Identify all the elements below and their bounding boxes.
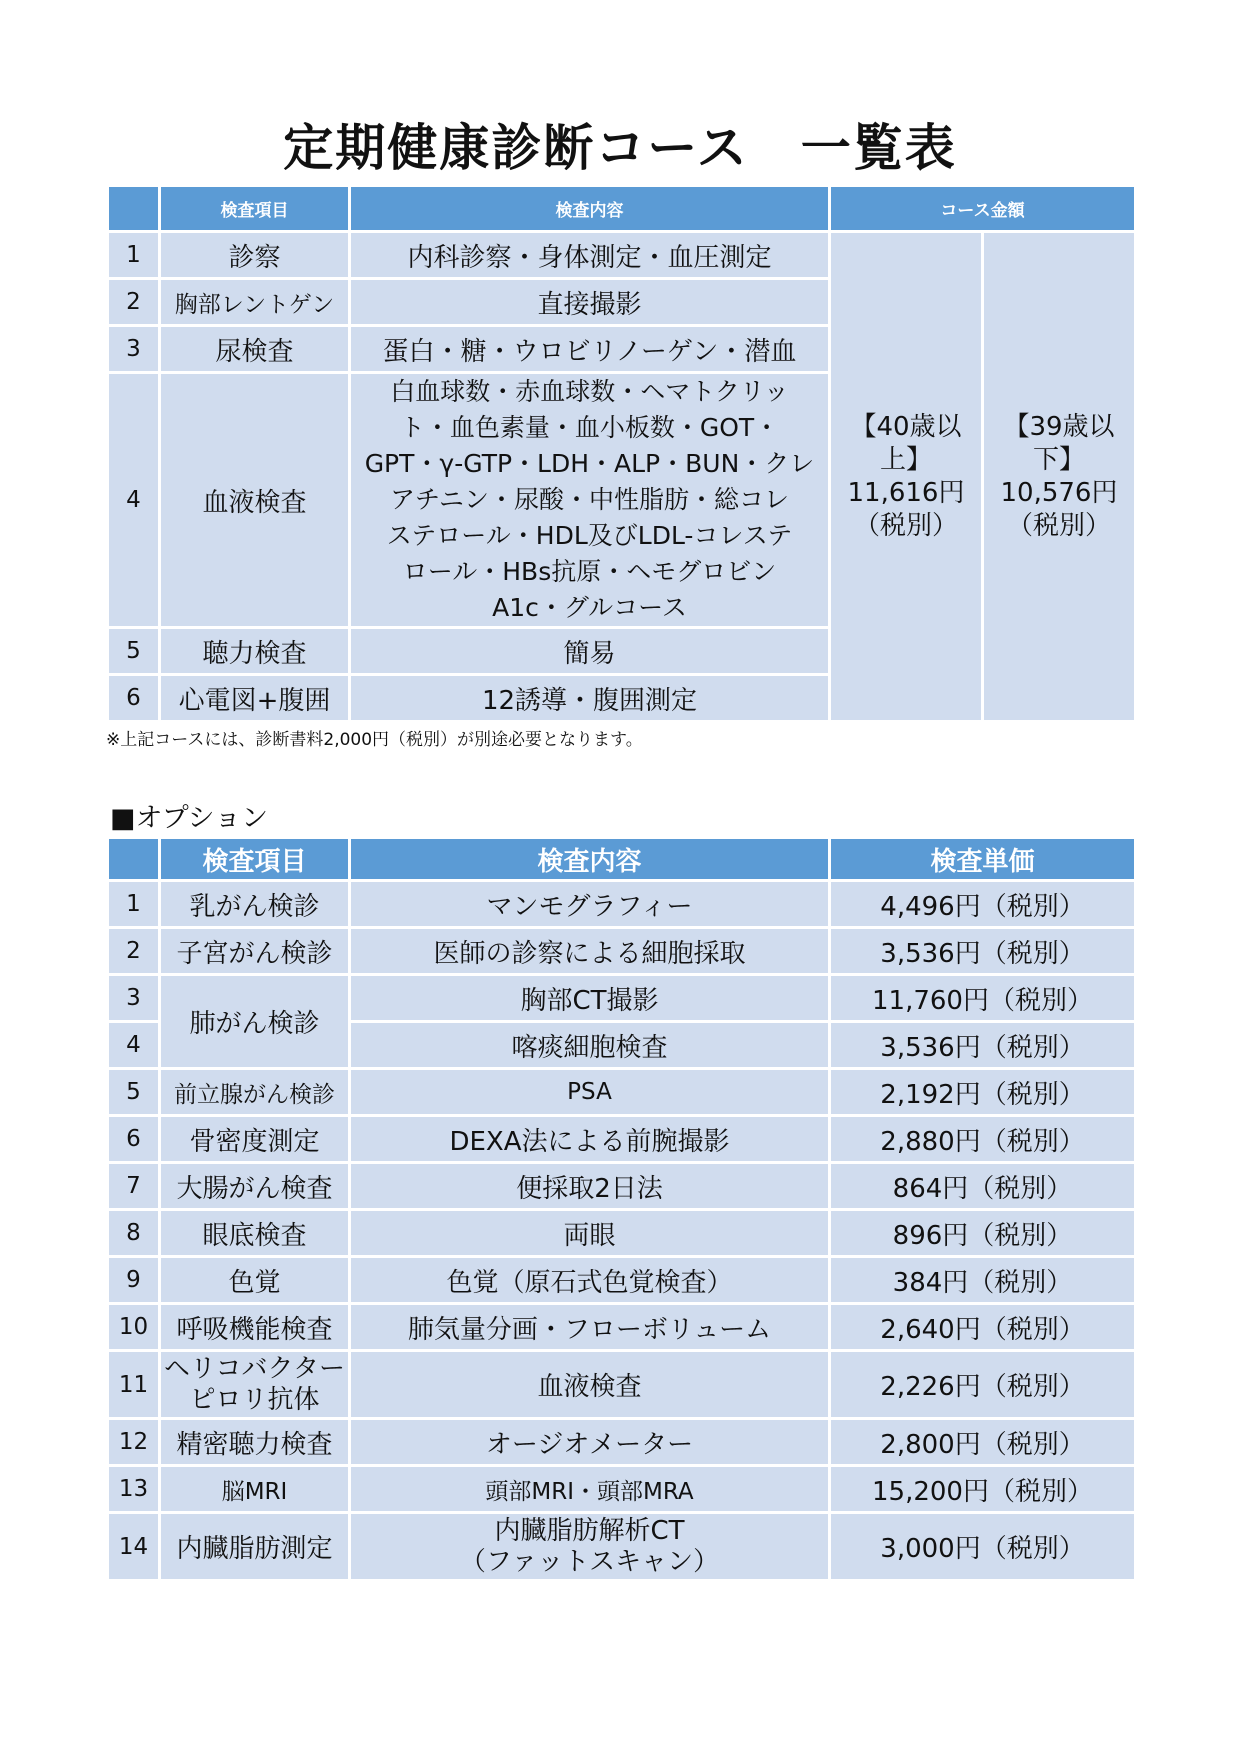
row-item: 診察 [160,232,350,279]
blood-test-content [350,373,830,628]
content-line: アチニン・尿酸・中性脂肪・総コレ [389,485,789,514]
row-number: 11 [108,1351,160,1419]
row-number: 5 [108,1069,160,1116]
table-row [108,1163,1136,1210]
table-header-row [108,186,1136,232]
table-row [108,1513,1136,1581]
row-number: 12 [108,1419,160,1466]
row-item: 内臓脂肪測定 [160,1513,350,1581]
content-line: 白血球数・赤血球数・ヘマトクリッ [390,377,789,406]
row-item: 精密聴力検査 [160,1419,350,1466]
row-number: 5 [108,628,160,675]
row-item: 大腸がん検査 [160,1163,350,1210]
price-line: 【39歳以 [1003,411,1115,442]
price-line: 下】 [1032,444,1085,475]
table-row [108,1351,1136,1419]
row-item: 色覚 [160,1257,350,1304]
row-number: 2 [108,928,160,975]
row-number: 9 [108,1257,160,1304]
item-line: ピロリ抗体 [189,1384,320,1415]
row-price: 3,000円（税別） [830,1513,1136,1581]
option-heading: ■オプション [110,803,269,834]
row-item: 子宮がん検診 [160,928,350,975]
row-content: 両眼 [350,1210,830,1257]
content-line: GPT・γ-GTP・LDH・ALP・BUN・クレ [364,449,815,478]
row-item [160,1351,350,1419]
table-row [108,928,1136,975]
price-over-40 [830,232,983,722]
header-unit-price: 検査単価 [830,838,1136,881]
row-number: 2 [108,279,160,326]
row-item: 尿検査 [160,326,350,373]
row-number: 6 [108,1116,160,1163]
row-price: 896円（税別） [830,1210,1136,1257]
row-number: 3 [108,975,160,1022]
row-price: 11,760円（税別） [830,975,1136,1022]
row-number: 1 [108,232,160,279]
row-price: 864円（税別） [830,1163,1136,1210]
table-row [108,1116,1136,1163]
row-item: 眼底検査 [160,1210,350,1257]
row-content: 頭部MRI・頭部MRA [350,1466,830,1513]
row-content: 蛋白・糖・ウロビリノーゲン・潜血 [350,326,830,373]
table-row [108,1304,1136,1351]
row-price: 2,226円（税別） [830,1351,1136,1419]
table-row [108,975,1136,1022]
table-row [108,881,1136,928]
row-number: 7 [108,1163,160,1210]
row-item: 乳がん検診 [160,881,350,928]
row-price: 2,640円（税別） [830,1304,1136,1351]
row-price: 2,880円（税別） [830,1116,1136,1163]
row-item: 胸部レントゲン [160,279,350,326]
content-line: ステロール・HDL及びLDL-コレステ [386,521,793,550]
row-item: 骨密度測定 [160,1116,350,1163]
header-content: 検査内容 [350,186,830,232]
content-line: 内臓脂肪解析CT [494,1515,685,1546]
content-line: ト・血色素量・血小板数・GOT・ [399,413,780,442]
header-content: 検査内容 [350,838,830,881]
row-item: 心電図+腹囲 [160,675,350,722]
option-table [106,836,1137,1582]
table-header-row [108,838,1136,881]
row-content: 肺気量分画・フローボリューム [350,1304,830,1351]
row-content: オージオメーター [350,1419,830,1466]
row-number: 10 [108,1304,160,1351]
row-item: 聴力検査 [160,628,350,675]
header-item: 検査項目 [160,838,350,881]
table-row [108,1419,1136,1466]
row-number: 6 [108,675,160,722]
row-content: 内科診察・身体測定・血圧測定 [350,232,830,279]
header-course-price: コース金額 [830,186,1136,232]
content-line: （ファットスキャン） [459,1546,720,1577]
row-item: 脳MRI [160,1466,350,1513]
row-content: 医師の診察による細胞採取 [350,928,830,975]
row-number: 13 [108,1466,160,1513]
row-content: 血液検査 [350,1351,830,1419]
course-table [106,184,1137,723]
row-price: 3,536円（税別） [830,928,1136,975]
document-title: 定期健康診断コース 一覧表 [283,119,957,177]
row-content: 色覚（原石式色覚検査） [350,1257,830,1304]
row-number: 8 [108,1210,160,1257]
row-content: 喀痰細胞検査 [350,1022,830,1069]
row-content: PSA [350,1069,830,1116]
table-row [108,1466,1136,1513]
row-item: 呼吸機能検査 [160,1304,350,1351]
row-number: 4 [108,373,160,628]
row-content: 直接撮影 [350,279,830,326]
price-line: 【40歳以 [850,411,962,442]
row-price: 3,536円（税別） [830,1022,1136,1069]
content-line: ロール・HBs抗原・ヘモグロビン [402,557,777,586]
row-price: 4,496円（税別） [830,881,1136,928]
content-line: A1c・グルコース [492,593,687,622]
price-tax-note: （税別） [1006,510,1111,541]
price-line: 上】 [879,444,932,475]
row-number: 4 [108,1022,160,1069]
table-row [108,1069,1136,1116]
row-price: 15,200円（税別） [830,1466,1136,1513]
price-amount: 11,616円 [847,477,965,508]
row-price: 384円（税別） [830,1257,1136,1304]
row-item: 肺がん検診 [160,975,350,1069]
row-number: 14 [108,1513,160,1581]
row-price: 2,800円（税別） [830,1419,1136,1466]
row-content: 胸部CT撮影 [350,975,830,1022]
price-under-39 [983,232,1136,722]
row-content: DEXA法による前腕撮影 [350,1116,830,1163]
row-price: 2,192円（税別） [830,1069,1136,1116]
row-item: 血液検査 [160,373,350,628]
table-row [108,1257,1136,1304]
table-row [108,1210,1136,1257]
row-content: 12誘導・腹囲測定 [350,675,830,722]
row-item: 前立腺がん検診 [160,1069,350,1116]
row-content [350,1513,830,1581]
row-number: 3 [108,326,160,373]
header-item: 検査項目 [160,186,350,232]
row-content: 簡易 [350,628,830,675]
fee-note: ※上記コースには、診断書料2,000円（税別）が別途必要となります。 [106,730,643,750]
item-line: ヘリコバクター [164,1353,345,1384]
header-no [108,838,160,881]
header-no [108,186,160,232]
price-tax-note: （税別） [853,510,958,541]
row-content: マンモグラフィー [350,881,830,928]
price-amount: 10,576円 [1000,477,1118,508]
row-number: 1 [108,881,160,928]
row-content: 便採取2日法 [350,1163,830,1210]
table-row [108,232,1136,279]
